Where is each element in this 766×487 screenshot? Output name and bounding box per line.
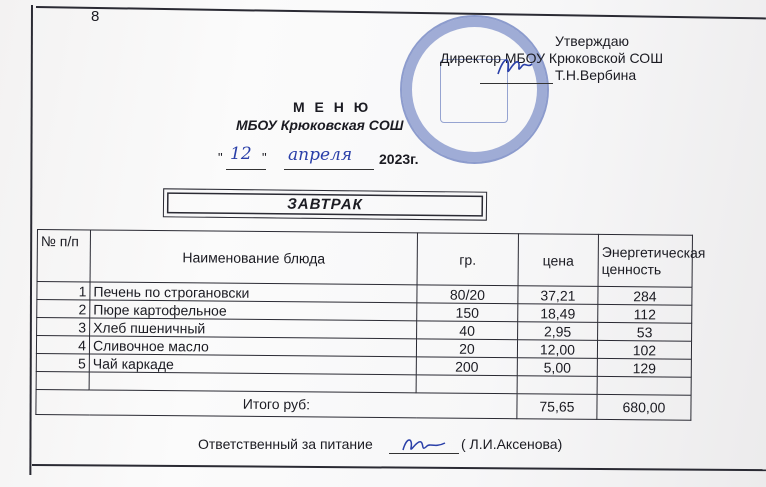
- col-header-price: цена: [518, 234, 598, 287]
- row-num: 2: [37, 300, 90, 318]
- responsible-label: Ответственный за питание: [198, 436, 373, 452]
- date-year: 2023г.: [379, 151, 419, 167]
- row-dish-name: Печень по строгановски: [90, 282, 417, 303]
- row-energy: 129: [597, 358, 691, 377]
- meal-title: ЗАВТРАК: [287, 195, 363, 214]
- date-day: 12: [230, 144, 252, 164]
- col-header-energy: Энергетическая ценность: [598, 234, 692, 287]
- signature-line: [480, 83, 553, 84]
- table-total-row: [36, 389, 691, 420]
- row-price: 12,00: [517, 340, 597, 359]
- date-day-underline: [226, 169, 266, 170]
- row-energy: 112: [598, 304, 692, 323]
- total-price: 75,65: [517, 394, 597, 420]
- menu-table-container: [35, 229, 706, 425]
- row-weight: 20: [416, 339, 517, 358]
- total-label: Итого руб:: [36, 389, 517, 418]
- official-stamp: [400, 15, 549, 164]
- menu-date: [218, 144, 438, 172]
- frame-border-bottom: [32, 464, 766, 471]
- row-dish-name: Пюре картофельное: [90, 300, 417, 321]
- total-energy: 680,00: [597, 394, 691, 420]
- row-num: 4: [36, 336, 89, 354]
- row-price: 37,21: [518, 286, 598, 305]
- row-price: 5,00: [517, 358, 597, 377]
- row-price: 2,95: [518, 322, 598, 341]
- row-weight: 40: [417, 321, 518, 340]
- date-month: апреля: [288, 145, 353, 165]
- row-weight: 200: [416, 357, 517, 376]
- frame-border-top: [36, 6, 766, 19]
- date-open-quote: ": [218, 150, 223, 165]
- col-header-num: № п/п: [37, 230, 90, 282]
- responsible-name: ( Л.И.Аксенова): [461, 436, 563, 452]
- responsible-signature: [397, 434, 457, 456]
- row-energy: 53: [598, 322, 692, 341]
- col-header-weight: гр.: [417, 233, 518, 286]
- approval-title: Утверждаю: [555, 33, 629, 49]
- row-price: 18,49: [518, 304, 598, 323]
- row-energy: 284: [598, 286, 692, 305]
- row-dish-name: Чай каркаде: [89, 354, 416, 375]
- row-weight: 150: [417, 303, 518, 322]
- director-signature: [494, 52, 534, 82]
- school-name: МБОУ Крюковская СОШ: [236, 117, 404, 133]
- meal-title-box: [163, 188, 487, 220]
- row-num: 5: [36, 353, 89, 371]
- col-header-name: Наименование блюда: [90, 230, 417, 285]
- signer-name: Т.Н.Вербина: [555, 67, 637, 83]
- row-dish-name: Сливочное масло: [89, 336, 416, 357]
- date-close-quote: ": [262, 150, 267, 165]
- menu-table: [35, 229, 706, 421]
- row-dish-name: Хлеб пшеничный: [90, 318, 417, 339]
- date-month-underline: [284, 169, 374, 170]
- page-number: 8: [91, 8, 100, 25]
- row-energy: 102: [597, 340, 691, 359]
- director-line: Директор МБОУ Крюковской СОШ: [440, 50, 664, 66]
- row-num: 1: [37, 282, 90, 300]
- row-num: 3: [37, 318, 90, 336]
- row-weight: 80/20: [417, 285, 518, 304]
- frame-border-left: [29, 5, 33, 475]
- menu-title: М Е Н Ю: [293, 99, 372, 115]
- table-header-row: [37, 230, 692, 288]
